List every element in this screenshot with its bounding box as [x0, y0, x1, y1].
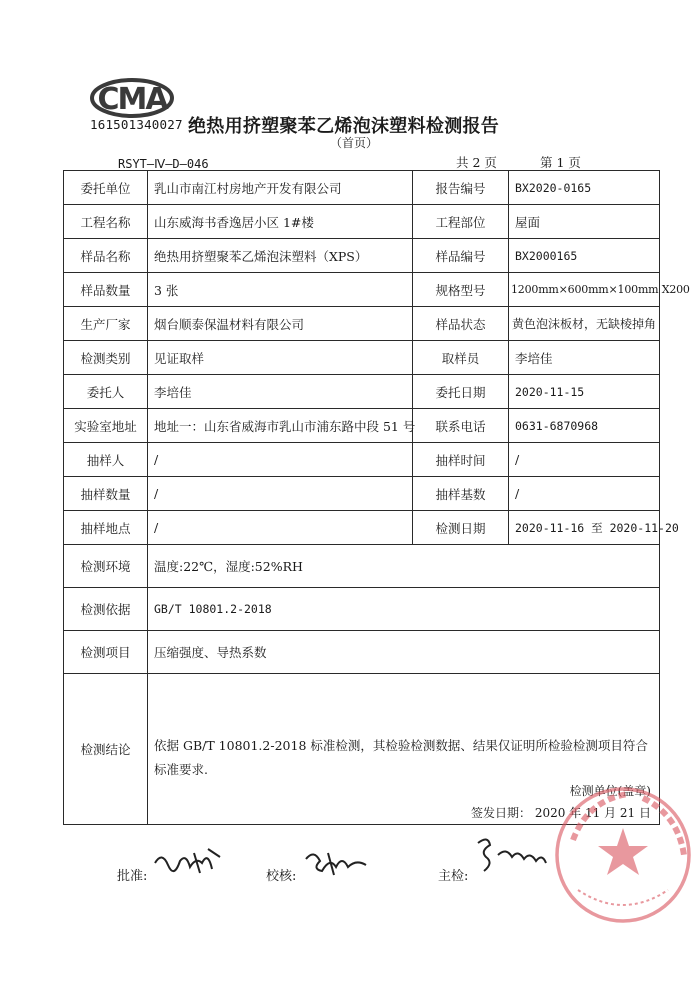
environment-value: 温度:22℃，湿度:52%RH [148, 545, 660, 588]
sampling-base-label: 抽样基数 [413, 477, 509, 511]
sample-qty-label: 样品数量 [64, 273, 148, 307]
table-row [64, 588, 660, 631]
basis-label: 检测依据 [64, 588, 148, 631]
lab-address-value: 地址一：山东省威海市乳山市浦东路中段 51 号 [148, 409, 413, 443]
lab-address-label: 实验室地址 [64, 409, 148, 443]
test-category-value: 见证取样 [148, 341, 413, 375]
spec-value: 1200mm×600mm×100mm X200 [509, 273, 660, 307]
review-signature [300, 845, 372, 881]
page-subtitle: （首页） [330, 136, 379, 150]
table-row [64, 631, 660, 674]
table-row [64, 171, 660, 205]
cma-logo [90, 78, 174, 122]
basis-value: GB/T 10801.2-2018 [148, 588, 660, 631]
svg-text:CMA: CMA [97, 82, 167, 117]
sampler-label: 抽样人 [64, 443, 148, 477]
page-current: 第 1 页 [540, 155, 581, 170]
issue-date: 签发日期： 2020 年 11 月 21 日 [471, 806, 651, 820]
conclusion-text: 依据 GB/T 10801.2-2018 标准检测，其检验检测数据、结果仅证明所检验检测项目符合标准要求. [154, 738, 648, 777]
phone-label: 联系电话 [413, 409, 509, 443]
sampler-value: / [148, 443, 413, 477]
page-title: 绝热用挤塑聚苯乙烯泡沫塑料检测报告 [188, 116, 500, 137]
project-part-value: 屋面 [509, 205, 660, 239]
entrust-date-label: 委托日期 [413, 375, 509, 409]
entrust-date-value: 2020-11-15 [509, 375, 660, 409]
project-name-label: 工程名称 [64, 205, 148, 239]
entrustor-value: 李培佳 [148, 375, 413, 409]
report-no-label: 报告编号 [413, 171, 509, 205]
sampler-name-value: 李培佳 [509, 341, 660, 375]
sampling-place-label: 抽样地点 [64, 511, 148, 545]
sampling-time-value: / [509, 443, 660, 477]
table-row [64, 307, 660, 341]
inspect-signature [470, 833, 550, 877]
test-date-value: 2020-11-16 至 2020-11-20 [509, 511, 660, 545]
table-row [64, 511, 660, 545]
items-value: 压缩强度、导热系数 [148, 631, 660, 674]
report-no-value: BX2020-0165 [509, 171, 660, 205]
entrustor-label: 委托人 [64, 375, 148, 409]
sample-state-value: 黄色泡沫板材，无缺棱掉角 [509, 307, 660, 341]
sampler-name-label: 取样员 [413, 341, 509, 375]
approve-signature [150, 843, 225, 883]
spec-label: 规格型号 [413, 273, 509, 307]
sample-name-label: 样品名称 [64, 239, 148, 273]
sampling-qty-value: / [148, 477, 413, 511]
sample-state-label: 样品状态 [413, 307, 509, 341]
items-label: 检测项目 [64, 631, 148, 674]
table-row [64, 545, 660, 588]
conclusion-label: 检测结论 [64, 674, 148, 825]
review-label: 校核: [266, 869, 297, 884]
client-label: 委托单位 [64, 171, 148, 205]
sampling-time-label: 抽样时间 [413, 443, 509, 477]
test-date-label: 检测日期 [413, 511, 509, 545]
table-row [64, 477, 660, 511]
inspect-label: 主检: [438, 869, 469, 884]
phone-value: 0631-6870968 [509, 409, 660, 443]
manufacturer-value: 烟台顺泰保温材料有限公司 [148, 307, 413, 341]
sampling-base-value: / [509, 477, 660, 511]
approve-label: 批准: [117, 869, 148, 884]
sample-no-value: BX2000165 [509, 239, 660, 273]
project-part-label: 工程部位 [413, 205, 509, 239]
sample-name-value: 绝热用挤塑聚苯乙烯泡沫塑料（XPS） [148, 239, 413, 273]
signature-row [0, 855, 700, 895]
table-row [64, 205, 660, 239]
manufacturer-label: 生产厂家 [64, 307, 148, 341]
sampling-place-value: / [148, 511, 413, 545]
table-row [64, 239, 660, 273]
report-table [63, 170, 690, 825]
table-row [64, 341, 660, 375]
table-row [64, 273, 660, 307]
document-code: RSYT—Ⅳ—D—046 [118, 157, 209, 171]
table-row [64, 409, 660, 443]
cma-number: 161501340027 [90, 117, 183, 132]
environment-label: 检测环境 [64, 545, 148, 588]
table-row [64, 375, 660, 409]
page-total: 共 2 页 [456, 155, 497, 170]
client-value: 乳山市南江村房地产开发有限公司 [148, 171, 413, 205]
table-row [64, 443, 660, 477]
project-name-value: 山东威海书香逸居小区 1#楼 [148, 205, 413, 239]
sample-qty-value: 3 张 [148, 273, 413, 307]
test-unit-seal-label: 检测单位(盖章) [569, 784, 651, 798]
test-category-label: 检测类别 [64, 341, 148, 375]
sampling-qty-label: 抽样数量 [64, 477, 148, 511]
sample-no-label: 样品编号 [413, 239, 509, 273]
